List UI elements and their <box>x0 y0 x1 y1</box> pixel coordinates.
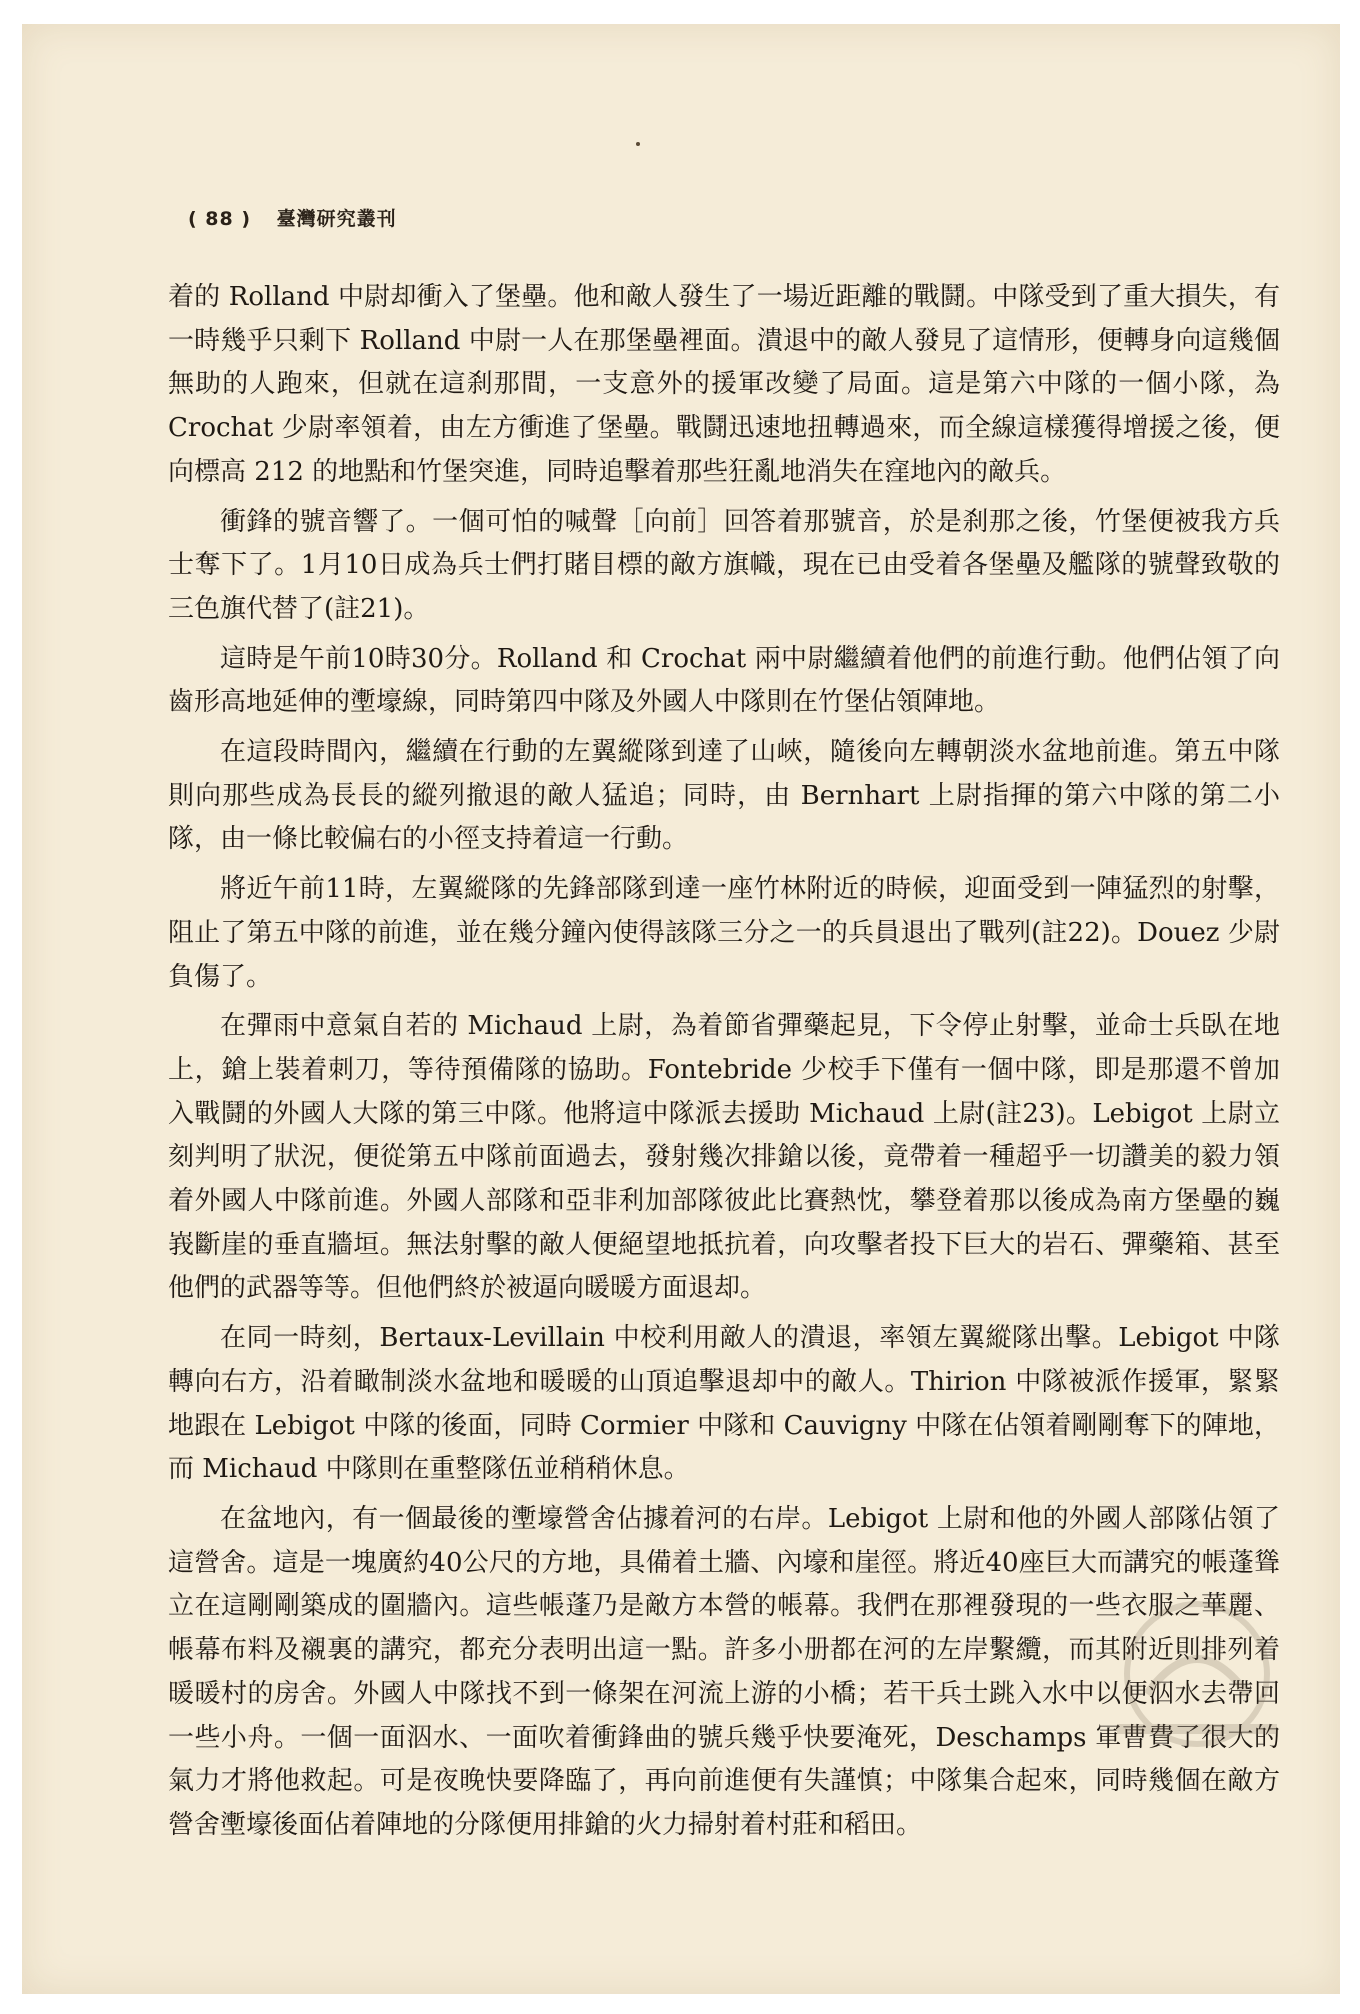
paragraph: 在彈雨中意氣自若的 Michaud 上尉，為着節省彈藥起見，下令停止射擊，並命士兵臥在地上，鎗上裝着刺刀，等待預備隊的協助。Fontebride 少校手下僅有一個中隊，即是那還不曾加入戰鬪的外國人大隊的第三中隊。他將這中隊派去援助 Michaud 上尉(註23)。Lebigot 上尉立刻判明了狀況，便從第五中隊前面過去，發射幾次排鎗以後，竟帶着一種超乎一切讚美的毅力領着外國人中隊前進。外國人部隊和亞非利加部隊彼此比賽熱忱，攀登着那以後成為南方堡壘的巍峩斷崖的垂直牆垣。無法射擊的敵人便絕望地抵抗着，向攻擊者投下巨大的岩石、彈藥箱、甚至他們的武器等等。但他們終於被逼向暖暖方面退却。 <box>168 1011 1280 1304</box>
paragraph: 在同一時刻，Bertaux-Levillain 中校利用敵人的潰退，率領左翼縱隊出擊。Lebigot 中隊轉向右方，沿着瞰制淡水盆地和暖暖的山頂追擊退却中的敵人。Thirion 中隊被派作援軍，緊緊地跟在 Lebigot 中隊的後面，同時 Cormier 中隊和 Cauvigny 中隊在佔領着剛剛奪下的陣地，而 Michaud 中隊則在重整隊伍並稍稍休息。 <box>168 1323 1280 1485</box>
running-header <box>188 204 397 231</box>
paragraph: 着的 Rolland 中尉却衝入了堡壘。他和敵人發生了一場近距離的戰鬪。中隊受到了重大損失，有一時幾乎只剩下 Rolland 中尉一人在那堡壘裡面。潰退中的敵人發見了這情形，便轉身向這幾個無助的人跑來，但就在這刹那間，一支意外的援軍改變了局面。這是第六中隊的一個小隊，為 Crochat 少尉率領着，由左方衝進了堡壘。戰鬪迅速地扭轉過來，而全線這樣獲得增援之後，便向標高 212 的地點和竹堡突進，同時追擊着那些狂亂地消失在窪地內的敵兵。 <box>168 282 1280 487</box>
paragraph: 這時是午前10時30分。Rolland 和 Crochat 兩中尉繼續着他們的前進行動。他們佔領了向齒形高地延伸的壍壕線，同時第四中隊及外國人中隊則在竹堡佔領陣地。 <box>168 643 1280 718</box>
paragraph: 在盆地內，有一個最後的壍壕營舍佔據着河的右岸。Lebigot 上尉和他的外國人部隊佔領了這營舍。這是一塊廣約40公尺的方地，具備着土牆、內壕和崖徑。將近40座巨大而講究的帳蓬聳立在這剛剛築成的圍牆內。這些帳蓬乃是敵方本營的帳幕。我們在那裡發現的一些衣服之華麗、帳幕布料及襯裏的講究，都充分表明出這一點。許多小册都在河的左岸繫纜，而其附近則排列着暖暖村的房舍。外國人中隊找不到一條架在河流上游的小橋；若干兵士跳入水中以便泅水去帶回一些小舟。一個一面泅水、一面吹着衝鋒曲的號兵幾乎快要淹死，Deschamps 軍曹費了很大的氣力才將他救起。可是夜晚快要降臨了，再向前進便有失謹慎；中隊集合起來，同時幾個在敵方營舍壍壕後面佔着陣地的分隊便用排鎗的火力掃射着村莊和稻田。 <box>168 1503 1280 1840</box>
page-number: ( 88 ) <box>188 208 252 230</box>
paragraph: 在這段時間內，繼續在行動的左翼縱隊到達了山峽，隨後向左轉朝淡水盆地前進。第五中隊則向那些成為長長的縱列撤退的敵人猛追；同時，由 Bernhart 上尉指揮的第六中隊的第二小隊，由一條比較偏右的小徑支持着這一行動。 <box>168 737 1280 855</box>
paragraph: 將近午前11時，左翼縱隊的先鋒部隊到達一座竹林附近的時候，迎面受到一陣猛烈的射擊，阻止了第五中隊的前進，並在幾分鐘內使得該隊三分之一的兵員退出了戰列(註22)。Douez 少尉負傷了。 <box>168 874 1280 992</box>
print-speck <box>636 142 640 146</box>
page-sheet <box>22 24 1340 1994</box>
watermark-logo <box>1077 1584 1317 1764</box>
paragraph: 衝鋒的號音響了。一個可怕的喊聲［向前］回答着那號音，於是刹那之後，竹堡便被我方兵士奪下了。1月10日成為兵士們打賭目標的敵方旗幟，現在已由受着各堡壘及艦隊的號聲致敬的三色旗代替了(註21)。 <box>168 506 1280 624</box>
series-title: 臺灣研究叢刊 <box>276 208 397 230</box>
